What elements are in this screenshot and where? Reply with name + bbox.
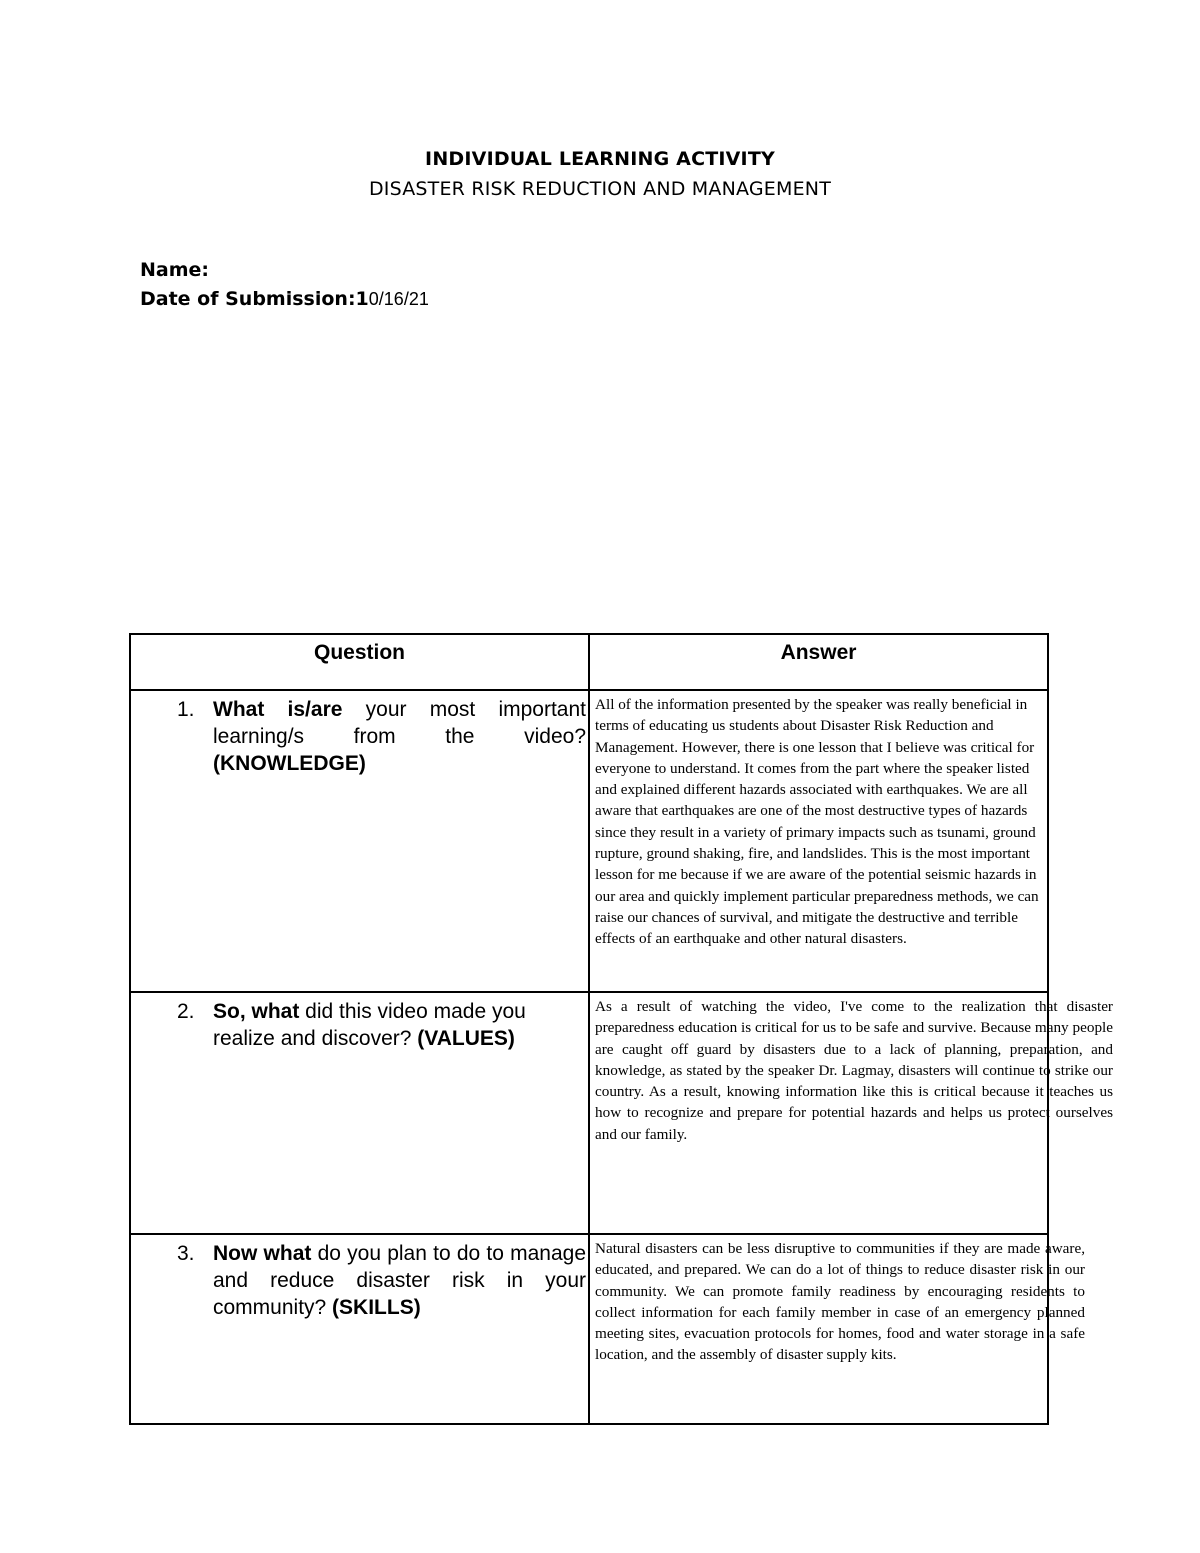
question-header: Question <box>130 634 589 690</box>
question-cell <box>130 1234 589 1424</box>
table-header-row <box>130 634 1048 690</box>
date-value-rest: 0/16/21 <box>368 289 429 309</box>
answer-cell <box>589 992 1113 1234</box>
document-subtitle: DISASTER RISK REDUCTION AND MANAGEMENT <box>368 178 832 200</box>
name-field <box>140 259 209 281</box>
date-label: Date of Submission: <box>140 288 356 310</box>
table-row <box>130 690 1048 992</box>
answer-cell <box>589 690 1048 992</box>
document-title: INDIVIDUAL LEARNING ACTIVITY <box>425 148 775 170</box>
answer-header: Answer <box>589 634 1048 690</box>
table-row <box>130 1234 1048 1424</box>
answer-text: As a result of watching the video, I've come to the realization that disaster preparedness education is critical for us to be safe and survive. Because many people are caught off guard by disasters due to a lack of planning, preparation, and knowledge, as stated by the speaker Dr. Lagmay, disasters will continue to strike our country. As a result, knowing information like this is critical because it teaches us how to recognize and prepare for potential hazards and helps us protect ourselves and our family. <box>595 998 1113 1143</box>
name-label: Name: <box>140 259 210 281</box>
question-number: 3. <box>177 1242 195 1265</box>
question-text: So, what did this video made you realize and discover? (VALUES) <box>213 1000 526 1050</box>
answer-text: All of the information presented by the speaker was really beneficial in terms of educating us students about Disaster Risk Reduction and Management. However, there is one lesson that I believe was critical for everyone to understand. It comes from the part where the speaker listed and explained different hazards associated with earthquakes. We are all aware that earthquakes are one of the most destructive types of hazards since they result in a variety of primary impacts such as tsunami, ground rupture, ground shaking, fire, and landslides. This is the most important lesson for me because if we are aware of the potential seismic hazards in our area and quickly implement particular preparedness methods, we can raise our chances of survival, and mitigate the destructive and terrible effects of an earthquake and other natural disasters. <box>595 696 1039 948</box>
question-text: What is/are your most important learning/s from the video? (KNOWLEDGE) <box>213 698 586 775</box>
table-row <box>130 992 1048 1234</box>
date-value-first: 1 <box>355 288 369 310</box>
question-answer-table <box>129 633 1113 1425</box>
question-cell <box>130 992 589 1234</box>
answer-cell <box>589 1234 1085 1424</box>
question-number: 1. <box>177 698 195 721</box>
question-cell <box>130 690 589 992</box>
question-text: Now what do you plan to do to manage and reduce disaster risk in your community? (SKILLS) <box>213 1242 586 1319</box>
date-field <box>140 288 429 310</box>
question-number: 2. <box>177 1000 195 1023</box>
answer-text: Natural disasters can be less disruptive to communities if they are made aware, educated, and prepared. We can do a lot of things to reduce disaster risk in our community. We can promote family readiness by encouraging residents to collect information for each family member in case of an emergency planned meeting sites, evacuation protocols for homes, food and water storage in a safe location, and the assembly of disaster supply kits. <box>595 1240 1085 1364</box>
